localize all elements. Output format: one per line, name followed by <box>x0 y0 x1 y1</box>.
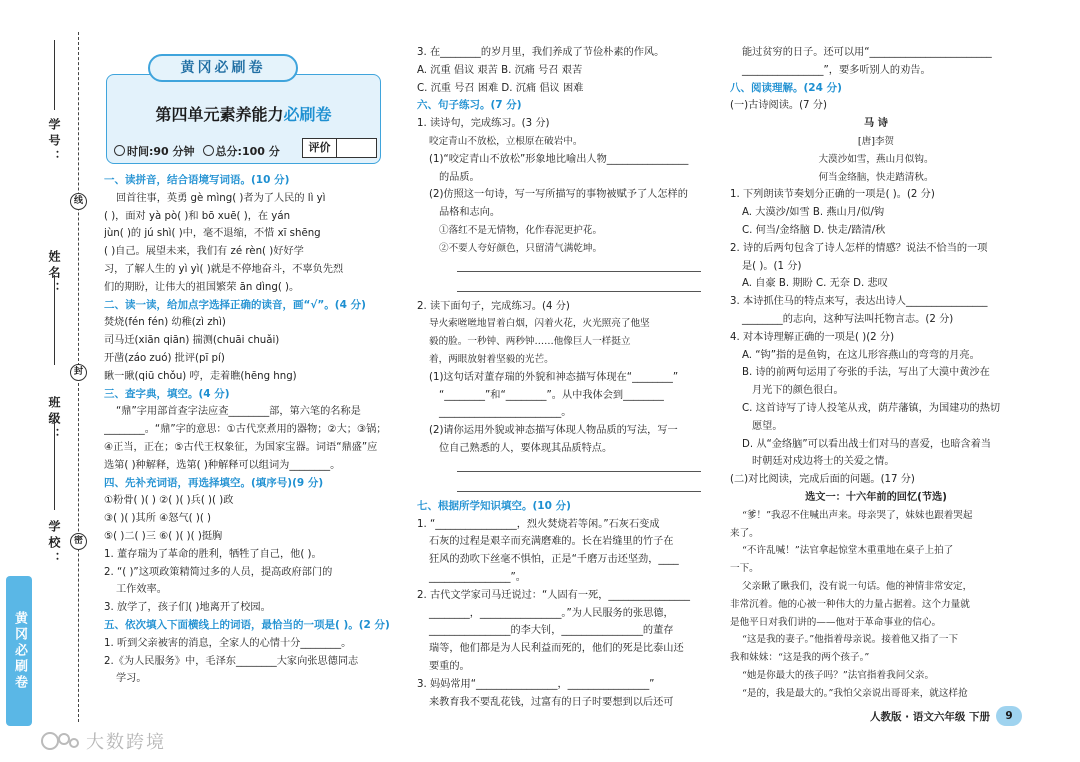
seal-secret-mark: 密 <box>70 533 87 550</box>
text-line: 父亲瞅了瞅我们，没有说一句话。他的神情非常安定， <box>742 580 973 592</box>
text-line: “爹！”我忍不住喊出声来。母亲哭了，妹妹也跟着哭起 <box>742 509 973 521</box>
text-line: 一下。 <box>730 563 759 575</box>
text-line: “不许乱喊！”法官拿起惊堂木重重地在桌子上拍了 <box>742 545 954 557</box>
text-line: ( )自己。展望未来，我们有 zé rèn( )好好学 <box>104 246 304 258</box>
text-line: 3. 在________的岁月里，我们养成了节俭朴素的作风。 <box>417 47 665 58</box>
text-line: 时朝廷对戍边将士的关爱之情。 <box>752 456 895 468</box>
column-right <box>730 44 1022 702</box>
text-line: “________”和“________”。从中我体会到________ <box>439 389 664 401</box>
class-label: 班级： <box>47 396 61 444</box>
text-line: 月光下的颜色很白。 <box>752 385 844 397</box>
seal-seal-mark: 封 <box>70 364 87 381</box>
answer-line[interactable] <box>457 258 701 272</box>
text-line: 的品质。 <box>439 171 480 183</box>
text-line: ①粉骨( )( ) ②( )( )兵( )( )政 <box>104 495 234 507</box>
text-line: 2.《为人民服务》中，毛泽东________大家向张思德同志 <box>104 655 359 667</box>
school-label: 学校： <box>47 520 61 568</box>
text-line: ③( )( )其所 ④怒气( )( ) <box>104 513 212 525</box>
text-line: 3. 妈妈常用“________________，________________” <box>417 678 655 690</box>
paper-title <box>106 102 381 125</box>
text-line: ________________”。 <box>429 571 526 583</box>
text-line: “是的，我是最大的。”我怕父亲说出哥哥来，就这样抢 <box>742 687 968 699</box>
text-line: ④正当，正在；⑤古代王权象征，为国家宝器。词语“鼎盛”应 <box>104 441 378 453</box>
text-line: C. 沉重 号召 困难 D. 沉痛 倡议 困难 <box>417 82 584 94</box>
text-line: 选第( )种解释，选第( )种解释可以组词为________。 <box>104 459 341 471</box>
text-line: (二)对比阅读，完成后面的问题。(17 分) <box>730 474 915 486</box>
section-heading: 三、查字典，填空。(4 分) <box>104 387 230 400</box>
text-line: 能过贫穷的日子。还可以用“________________________ <box>742 47 992 58</box>
text-line: 品格和志向。 <box>439 207 501 219</box>
text-line: (1)“咬定青山不放松”形象地比喻出人物________________ <box>429 153 689 165</box>
page-number: 9 <box>996 706 1022 726</box>
edition-label: 人教版 · 语文六年级 下册 <box>870 710 990 723</box>
text-line: 愿望。 <box>752 420 783 432</box>
section-heading: 二、读一读，给加点字选择正确的读音，画“√”。(4 分) <box>104 298 366 311</box>
text-line: ________________________。 <box>439 407 572 419</box>
text-line: (2)请你运用外貌或神态描写体现人物品质的写法，写一 <box>429 425 678 437</box>
text-line: 4. 对本诗理解正确的一项是( )(2 分) <box>730 331 895 343</box>
text-line: 1. 下列朗读节奏划分正确的一项是( )。(2 分) <box>730 189 935 201</box>
time-info <box>114 143 195 159</box>
text-line: 来教育我不要乱花钱，过富有的日子时要想到以后还可 <box>429 696 674 708</box>
column-left <box>104 172 390 688</box>
text-line: 3. 本诗抓住马的特点来写，表达出诗人________________ <box>730 296 988 308</box>
text-line: ________的志向，这种写法叫托物言志。(2 分) <box>742 313 954 325</box>
text-line: 2. 诗的后两句包含了诗人怎样的情感？说法不恰当的一项 <box>730 242 988 254</box>
name-label: 姓名： <box>47 250 61 298</box>
column-middle <box>417 44 707 711</box>
text-line: 大漠沙如雪，燕山月似钩。 <box>818 153 934 165</box>
section-heading: 七、根据所学知识填空。(10 分) <box>417 499 571 512</box>
name-line <box>54 275 55 365</box>
text-line: 何当金络脑，快走踏清秋。 <box>818 171 934 183</box>
text-line: jùn( )的 jú shì( )中，毫不退缩，不惜 xī shēng <box>104 228 321 240</box>
text-line: 1. 听到父亲被害的消息，全家人的心情十分________。 <box>104 637 352 649</box>
section-heading: 六、句子练习。(7 分) <box>417 99 522 112</box>
text-line: (1)这句话对董存瑞的外貌和神态描写体现在“________” <box>429 371 679 383</box>
text-line: 学习。 <box>116 673 147 685</box>
text-line: “这是我的妻子。”他指着母亲说。接着他又指了一下 <box>742 634 959 646</box>
text-line: ________________的李大钊，________________的董存 <box>429 625 674 637</box>
text-line: C. 这首诗写了诗人投笔从戎，荫芹藩镇，为国建功的热切 <box>742 402 1001 414</box>
text-line: 导火索咝咝地冒着白烟，闪着火花，火光照亮了他坚 <box>429 318 650 330</box>
text-line: 是他平日对我们讲的——他对于革命事业的信心。 <box>730 616 942 628</box>
section-heading: 五、依次填入下面横线上的词语，最恰当的一项是( )。(2 分) <box>104 618 390 631</box>
text-line: ①落红不是无情物，化作春泥更护花。 <box>439 224 603 236</box>
text-line: A. 自豪 B. 期盼 C. 无奈 D. 悲叹 <box>742 278 888 290</box>
text-line: 2. 读下面句子，完成练习。(4 分) <box>417 300 570 312</box>
score-box[interactable] <box>302 138 377 158</box>
text-line: 习，了解人生的 yì yì( )就是不停地奋斗，不辜负先烈 <box>104 263 344 275</box>
text-line: 来了。 <box>730 527 759 539</box>
text-line: ②不要人夸好颜色，只留清气满乾坤。 <box>439 242 603 254</box>
text-line: D. 从“金络脑”可以看出战士们对马的喜爱，也暗含着当 <box>742 438 991 450</box>
text-line: ________________”，要多听别人的劝告。 <box>742 64 931 76</box>
text-line: ⑤( )二( )三 ⑥( )( )( )挺胸 <box>104 530 223 542</box>
text-line: 瞅一瞅(qiū chǒu) 哼，走着瞧(hēng hng) <box>104 370 297 382</box>
text-line: ________。“鼎”字的意思：①古代烹煮用的器物；②大；③锅； <box>104 424 387 436</box>
text-line: B. 诗的前两句运用了夸张的手法，写出了大漠中黄沙在 <box>742 367 990 379</box>
section-heading: 四、先补充词语，再选择填空。(填序号)(9 分) <box>104 476 324 489</box>
answer-line[interactable] <box>457 458 701 472</box>
class-line <box>54 420 55 510</box>
text-line: 狂风的劲吹下丝毫不惧怕，正是“千磨万击还坚劲，____ <box>429 554 679 566</box>
paper-title-highlight: 必刷卷 <box>283 105 332 124</box>
watermark <box>40 728 166 754</box>
score-icon <box>203 145 214 156</box>
student-id-label: 学号： <box>47 118 61 166</box>
brand-vertical-logo: 黄冈必刷卷 <box>6 576 32 726</box>
answer-line[interactable] <box>457 278 701 292</box>
text-line: 要重的。 <box>429 660 470 672</box>
total-info <box>203 143 280 159</box>
text-line: A. 沉重 倡议 艰苦 B. 沉痛 号召 艰苦 <box>417 64 583 76</box>
section-heading: 八、阅读理解。(24 分) <box>730 81 842 94</box>
watermark-text: 大数跨境 <box>86 732 166 753</box>
text-line: 司马迁(xiān qiān) 揣测(chuāi chuǎi) <box>104 335 280 347</box>
text-line: 焚烧(fén fén) 幼稚(zì zhì) <box>104 317 226 329</box>
section-heading: 一、读拼音，结合语境写词语。(10 分) <box>104 174 290 186</box>
brand-banner: 黄冈必刷卷 <box>148 54 298 82</box>
paper-title-main: 第四单元素养能力 <box>155 105 284 124</box>
text-line: 选文一：十六年前的回忆(节选) <box>805 491 947 503</box>
student-id-line <box>54 40 55 110</box>
page-footer <box>870 706 1022 726</box>
seal-line-mark: 线 <box>70 193 87 210</box>
text-line: 马 诗 <box>864 118 888 130</box>
text-line: (一)古诗阅读。(7 分) <box>730 100 827 112</box>
text-line: “她是你最大的孩子吗？”法官指着我问父亲。 <box>742 669 935 681</box>
text-line: 着，两眼放射着坚毅的光芒。 <box>429 353 554 365</box>
text-line: 位自己熟悉的人，要体现其品质特点。 <box>439 442 613 454</box>
score-label: 评价 <box>303 139 337 157</box>
text-line: A. 大漠沙/如雪 B. 燕山月/似/钩 <box>742 207 885 219</box>
text-line: “鼎”字用部首查字法应查________部，第六笔的名称是 <box>116 406 361 418</box>
text-line: 2. 古代文学家司马迁说过：“人固有一死，________________ <box>417 589 690 601</box>
text-line: [唐]李贺 <box>857 135 895 147</box>
text-line: 2. “( )”这项政策精简过多的人员，提高政府部门的 <box>104 566 333 578</box>
text-line: 开凿(záo zuó) 批评(pī pí) <box>104 352 225 364</box>
text-line: 毅的脸。一秒钟、两秒钟……他像巨人一样挺立 <box>429 336 631 348</box>
text-line: 1. “________________，烈火焚烧若等闲。”石灰石变成 <box>417 518 660 530</box>
text-line: 回首往事，英勇 gè mìng( )者为了人民的 lì yì <box>116 192 326 204</box>
text-line: C. 何当/金络脑 D. 快走/踏清/秋 <box>742 224 886 236</box>
text-line: 工作效率。 <box>116 584 167 596</box>
total-text: 总分:100 分 <box>215 145 280 158</box>
text-line: 1. 读诗句，完成练习。(3 分) <box>417 118 550 130</box>
text-line: ________，________________。”为人民服务的张思德， <box>429 607 674 619</box>
text-line: 们的期盼，让伟大的祖国繁荣 ān dìng( )。 <box>104 281 300 293</box>
text-line: 是( )。(1 分) <box>742 260 802 272</box>
text-line: 3. 放学了，孩子们( )地离开了校园。 <box>104 602 271 614</box>
text-line: A. “钩”指的是鱼钩，在这儿形容燕山的弯弯的月亮。 <box>742 349 980 361</box>
text-line: 石灰的过程是艰辛而充满磨难的。长在岩缝里的竹子在 <box>429 536 674 548</box>
answer-line[interactable] <box>457 478 701 492</box>
text-line: (2)仿照这一句诗，写一写所描写的事物被赋予了人怎样的 <box>429 189 688 201</box>
text-line: 我和妹妹：“这是我的两个孩子。” <box>730 652 870 664</box>
text-line: ( )，面对 yà pò( )和 bō xuē( )，在 yán <box>104 210 291 222</box>
time-text: 时间:90 分钟 <box>127 145 195 158</box>
watermark-logo-icon <box>40 729 80 753</box>
text-line: 瑞等，他们都是为人民利益而死的，他们的死是比泰山还 <box>429 643 684 655</box>
text-line: 非常沉着。他的心被一种伟大的力量占据着。这个力量就 <box>730 598 970 610</box>
text-line: 1. 董存瑞为了革命的胜利，牺牲了自己，他( )。 <box>104 548 322 560</box>
text-line: 咬定青山不放松，立根原在破岩中。 <box>429 135 583 147</box>
clock-icon <box>114 145 125 156</box>
